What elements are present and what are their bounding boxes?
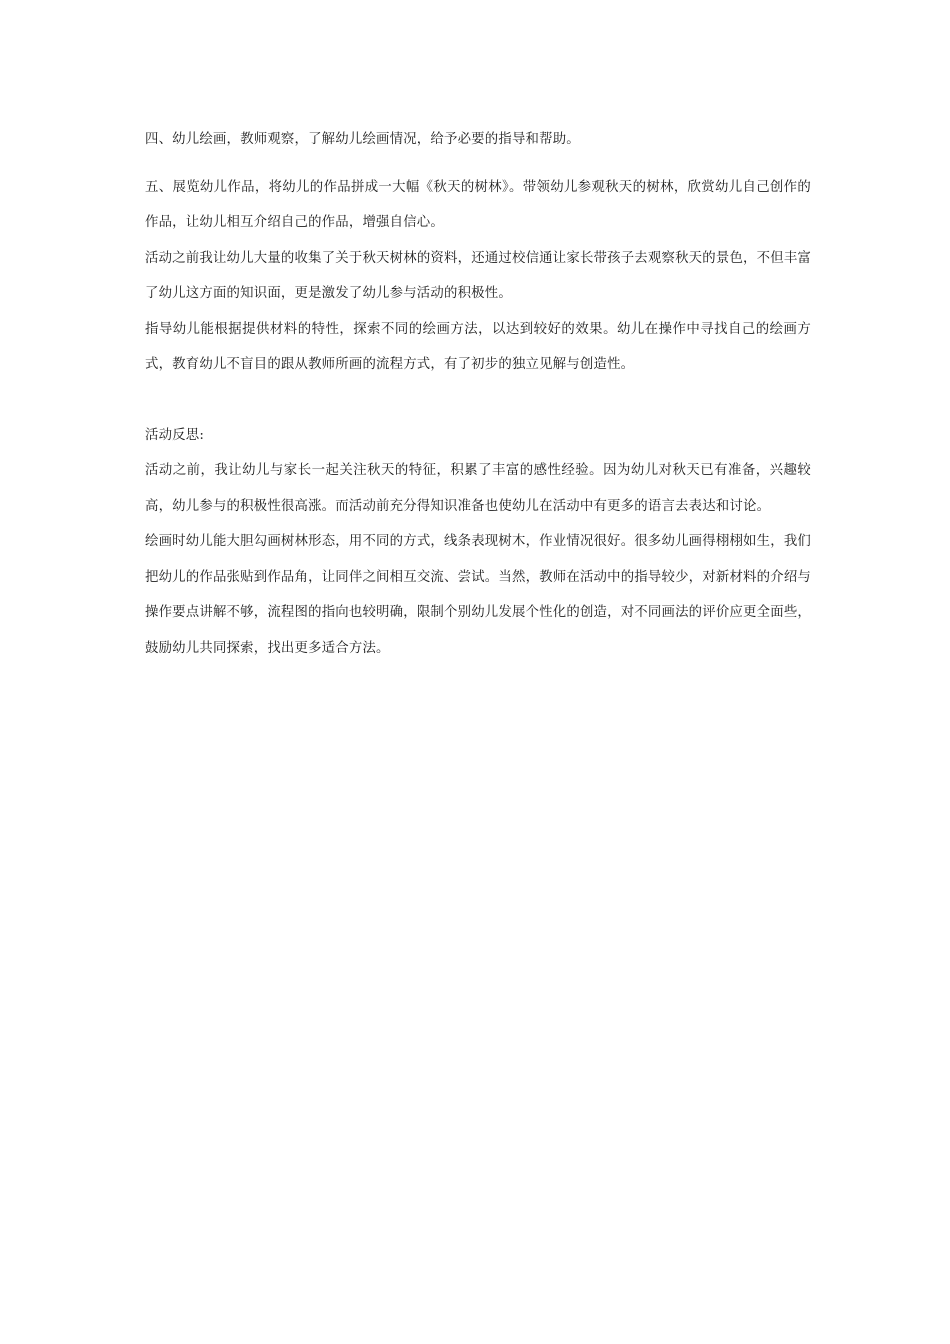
paragraph-reflection-one: 活动之前，我让幼儿与家长一起关注秋天的特征，积累了丰富的感性经验。因为幼儿对秋天已有准备，兴趣较高，幼儿参与的积极性很高涨。而活动前充分得知识准备也使幼儿在活动中有更多的语言去表达和讨论。 [145,463,811,514]
document-body [145,122,811,666]
paragraph-spacer [145,158,811,170]
paragraph-step-five: 五、展览幼儿作品，将幼儿的作品拼成一大幅《秋天的树林》。带领幼儿参观秋天的树林，欣赏幼儿自己创作的作品，让幼儿相互介绍自己的作品，增强自信心。 [145,179,811,230]
section-spacer [145,383,811,418]
paragraph-reflection-two: 绘画时幼儿能大胆勾画树林形态，用不同的方式，线条表现树木，作业情况很好。很多幼儿画得栩栩如生，我们把幼儿的作品张贴到作品角，让同伴之间相互交流、尝试。当然，教师在活动中的指导较少，对新材料的介绍与操作要点讲解不够，流程图的指向也较明确，限制个别幼儿发展个性化的创造，对不同画法的评价应更全面些，鼓励幼儿共同探索，找出更多适合方法。 [145,534,811,656]
paragraph-step-four: 四、幼儿绘画，教师观察，了解幼儿绘画情况，给予必要的指导和帮助。 [145,132,580,147]
paragraph-preparation: 活动之前我让幼儿大量的收集了关于秋天树林的资料，还通过校信通让家长带孩子去观察秋天的景色，不但丰富了幼儿这方面的知识面，更是激发了幼儿参与活动的积极性。 [145,250,811,301]
section-heading-reflection: 活动反思: [145,427,205,443]
paragraph-guidance: 指导幼儿能根据提供材料的特性，探索不同的绘画方法，以达到较好的效果。幼儿在操作中寻找自己的绘画方式，教育幼儿不盲目的跟从教师所画的流程方式，有了初步的独立见解与创造性。 [145,321,811,372]
